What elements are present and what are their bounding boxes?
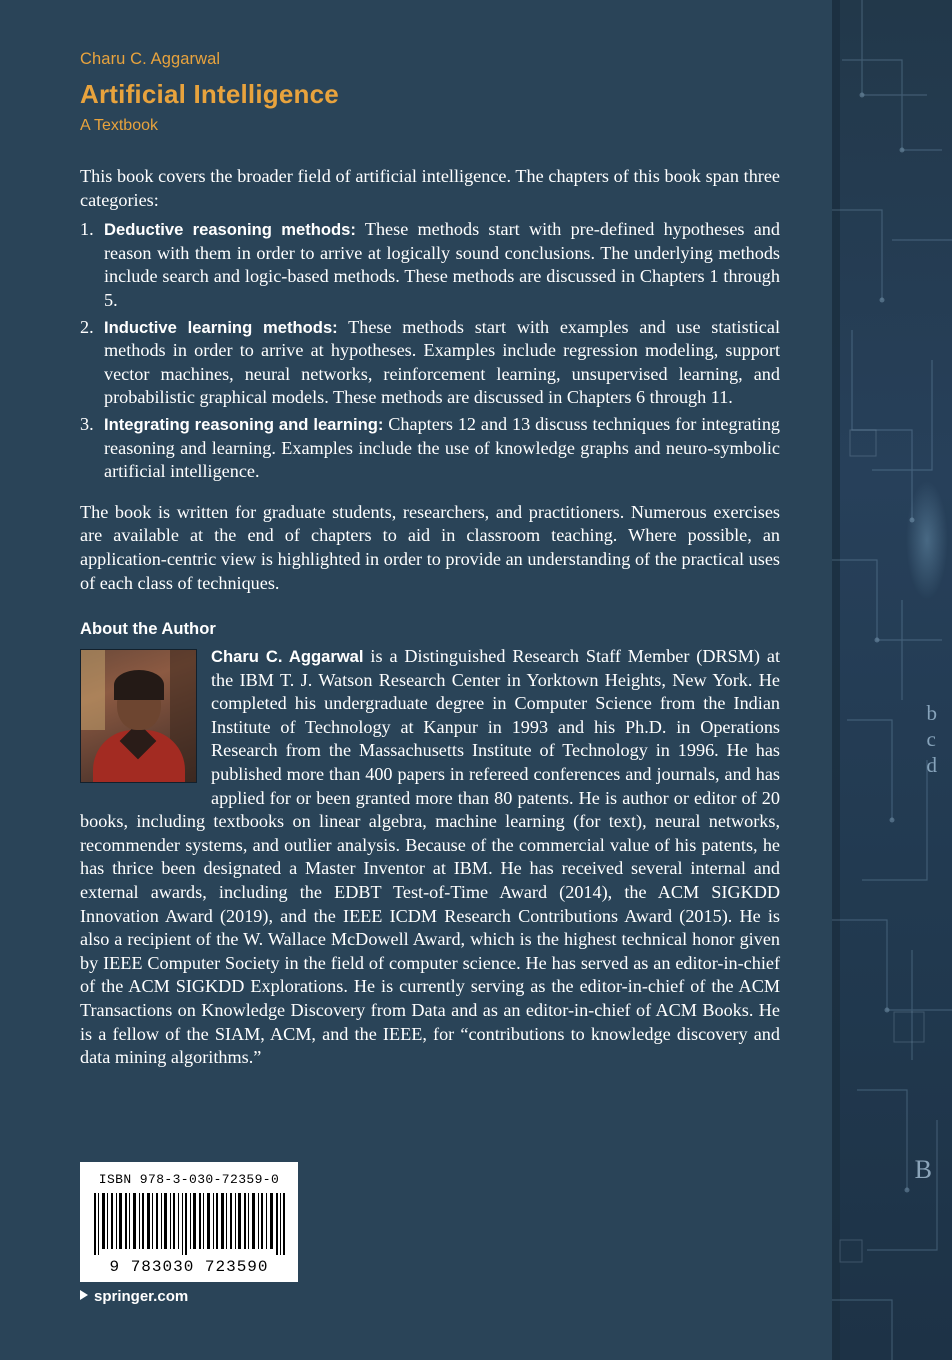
audience-paragraph: The book is written for graduate students, researchers, and practitioners. Numerous exercises are available at the end of chapters to aid in classroom teaching. Where possible, an application-centric view is highlighted in order to provide an understanding of the practical uses of each class of techniques. (80, 501, 780, 593)
play-triangle-icon (80, 1290, 88, 1300)
isbn-label: ISBN 978-3-030-72359-0 (98, 1172, 280, 1187)
about-author-text: is a Distinguished Research Staff Member (DRSM) at the IBM T. J. Watson Research Center in Yorktown Heights, New York. He completed his undergraduate degree in Computer Science from the Indian Institute of Technology at Kanpur in 1993 and his Ph.D. in Operations Research from the Massachusetts Institute of Technology in 1996. He has published more than 400 papers in refereed conferences and journals, and has applied for or been granted more than 80 patents. He is author or editor of 20 books, including textbooks on linear algebra, machine learning (for text), neural networks, recommender systems, and outlier analysis. Because of the commercial value of his patents, he has thrice been designated a Master Inventor at IBM. He has received several internal and external awards, including the EDBT Test-of-Time Award (2014), the ACM SIGKDD Innovation Award (2019), and the IEEE ICDM Research Contributions Award (2015). He is also a recipient of the W. Wallace McDowell Award, which is the highest technical honor given by IEEE Computer Society in the field of computer science. He has served as an editor-in-chief of the ACM SIGKDD Explorations. He is currently serving as the editor-in-chief of the ACM Transactions on Knowledge Discovery from Data and as an editor-in-chief of ACM Books. He is a fellow of the SIAM, ACM, and the IEEE, for “contributions to knowledge discovery and data mining algorithms.” (80, 646, 780, 1068)
list-item-number: 2. (80, 316, 94, 337)
cover-content (80, 50, 780, 1070)
publisher-link[interactable] (80, 1288, 188, 1305)
category-list (80, 218, 780, 484)
barcode-bars-icon (92, 1193, 286, 1255)
strip-letter-d: d (926, 753, 938, 777)
list-item-number: 1. (80, 219, 94, 240)
strip-letter-c: c (926, 727, 937, 751)
list-item-label: Inductive learning methods: (104, 317, 338, 337)
strip-letter-big: B (914, 1155, 932, 1184)
list-item-number: 3. (80, 413, 94, 434)
isbn-barcode (80, 1162, 298, 1282)
list-item (80, 316, 780, 410)
photo-background-left (81, 650, 105, 730)
list-item-text: These methods start with examples and use statistical methods in order to arrive at hypotheses. Examples include regression modeling, support vector machines, neural networks, reinforcement learning, unsupervised learning, and probabilistic graphical models. These methods are discussed in Chapters 6 through 11. (104, 316, 780, 408)
list-item-label: Deductive reasoning methods: (104, 220, 356, 240)
book-subtitle: A Textbook (80, 117, 158, 134)
list-item-text: These methods start with pre-defined hypotheses and reason with them in order to arrive at logically sound conclusions. The underlying methods include search and logic-based methods. These methods are discussed in Chapters 1 through 5. (104, 219, 780, 310)
list-item (80, 413, 780, 484)
author-name-top: Charu C. Aggarwal (80, 50, 221, 68)
list-item-label: Integrating reasoning and learning: (104, 414, 384, 434)
strip-letter-b: b (926, 701, 938, 725)
publisher-label: springer.com (94, 1288, 189, 1305)
list-item-text: Chapters 12 and 13 discuss techniques for integrating reasoning and learning. Examples include the use of knowledge graphs and neuro-symbolic artificial intelligence. (104, 413, 781, 482)
isbn-digits: 9 783030 723590 (109, 1258, 269, 1276)
page-title: Artificial Intelligence (80, 79, 339, 109)
cover-decorative-strip (832, 0, 952, 1360)
circuit-pattern-icon (832, 0, 952, 1360)
photo-hair (114, 670, 164, 700)
intro-paragraph: This book covers the broader field of artificial intelligence. The chapters of this book span three categories: (80, 166, 780, 210)
list-item (80, 218, 780, 312)
about-author-block (80, 645, 780, 1070)
strip-glow (906, 480, 948, 600)
about-author-name: Charu C. Aggarwal (211, 647, 364, 667)
strip-letters (927, 700, 939, 778)
about-author-heading: About the Author (80, 619, 216, 639)
avatar (80, 649, 197, 783)
